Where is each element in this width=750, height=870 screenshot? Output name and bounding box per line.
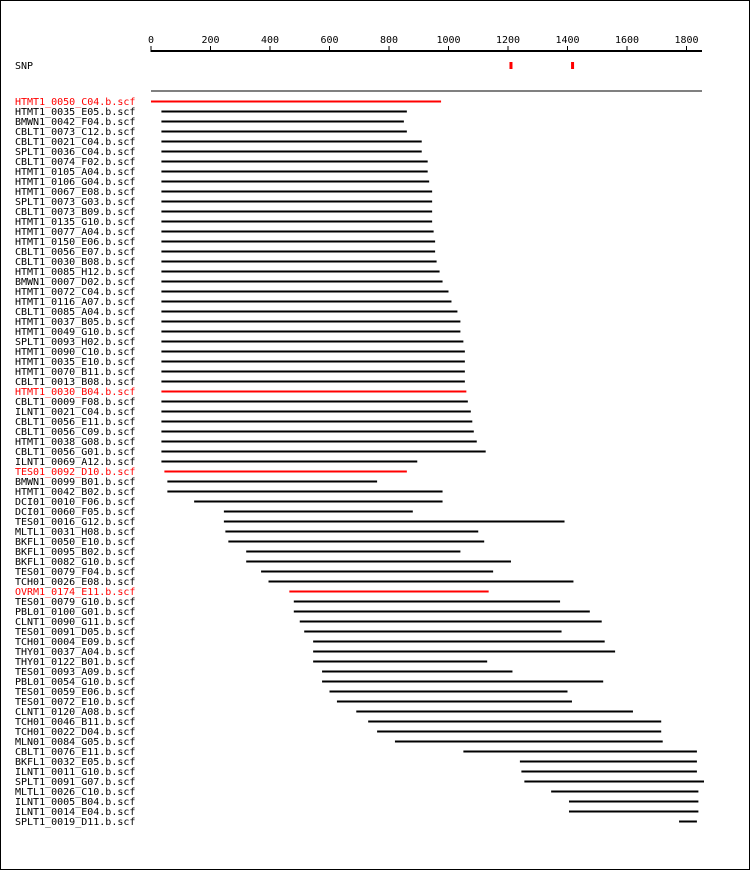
axis-tick-label: 1000 xyxy=(436,35,461,46)
read-name-label: BKFL1_0095_B02.b.scf xyxy=(15,547,136,558)
read-name-label: SPLT1_0019_D11.b.scf xyxy=(15,817,136,828)
read-name-label: HTMT1_0035_E05.b.scf xyxy=(15,107,136,118)
read-name-label: HTMT1_0135_G10.b.scf xyxy=(15,217,136,228)
read-name-label: SPLT1_0091_G07.b.scf xyxy=(15,777,136,788)
read-name-label: BKFL1_0032_E05.b.scf xyxy=(15,757,136,768)
read-name-label: HTMT1_0037_B05.b.scf xyxy=(15,317,136,328)
read-name-label: TCH01_0004_E09.b.scf xyxy=(15,637,136,648)
axis-tick-label: 1600 xyxy=(614,35,640,46)
read-name-label: HTMT1_0150_E06.b.scf xyxy=(15,237,136,248)
read-name-label: TCH01_0026_E08.b.scf xyxy=(15,577,136,588)
axis-tick-label: 800 xyxy=(379,35,399,46)
read-name-label: MLTL1_0031_H08.b.scf xyxy=(15,527,136,538)
read-name-label: ILNT1_0069_A12.b.scf xyxy=(15,457,136,468)
axis-tick-label: 1400 xyxy=(555,35,580,46)
read-name-label: TES01_0091_D05.b.scf xyxy=(15,627,136,638)
read-name-label: CBLT1_0030_B08.b.scf xyxy=(15,257,136,268)
read-name-label: CBLT1_0073_C12.b.scf xyxy=(15,127,136,138)
read-name-label: BMWN1_0042_F04.b.scf xyxy=(15,117,136,128)
axis-tick-label: 1200 xyxy=(495,35,521,46)
read-name-label: HTMT1_0067_E08.b.scf xyxy=(15,187,136,198)
read-name-label: ILNT1_0021_C04.b.scf xyxy=(15,407,136,418)
read-name-label: TES01_0079_G10.b.scf xyxy=(15,597,136,608)
read-name-label: HTMT1_0030_B04.b.scf xyxy=(15,387,136,398)
read-name-label: HTMT1_0105_A04.b.scf xyxy=(15,167,136,178)
read-name-label: CBLT1_0056_E07.b.scf xyxy=(15,247,136,258)
axis-tick-label: 200 xyxy=(201,35,220,46)
read-name-label: MLTL1_0026_C10.b.scf xyxy=(15,787,136,798)
read-name-label: CLNT1_0090_G11.b.scf xyxy=(15,617,136,628)
snp-marker xyxy=(509,62,512,69)
read-name-label: DCI01_0060_F05.b.scf xyxy=(15,507,136,518)
read-rows xyxy=(15,97,704,828)
alignment-plot xyxy=(1,1,749,869)
read-name-label: MLN01_0084_G05.b.scf xyxy=(15,737,136,748)
read-name-label: CBLT1_0085_A04.b.scf xyxy=(15,307,136,318)
read-name-label: SPLT1_0036_C04.b.scf xyxy=(15,147,136,158)
read-name-label: OVRM1_0174_E11.b.scf xyxy=(15,587,136,598)
read-name-label: CBLT1_0056_G01.b.scf xyxy=(15,447,136,458)
read-name-label: THY01_0037_A04.b.scf xyxy=(15,647,136,658)
axis-ticks xyxy=(148,35,699,52)
read-name-label: CBLT1_0076_E11.b.scf xyxy=(15,747,136,758)
read-name-label: BKFL1_0050_E10.b.scf xyxy=(15,537,136,548)
read-name-label: CBLT1_0074_F02.b.scf xyxy=(15,157,136,168)
axis-tick-label: 600 xyxy=(320,35,339,46)
read-name-label: ILNT1_0014_E04.b.scf xyxy=(15,807,136,818)
read-name-label: HTMT1_0035_E10.b.scf xyxy=(15,357,136,368)
snp-label: SNP xyxy=(15,61,34,72)
read-name-label: TES01_0079_F04.b.scf xyxy=(15,567,136,578)
read-name-label: PBL01_0054_G10.b.scf xyxy=(15,677,136,688)
read-name-label: HTMT1_0116_A07.b.scf xyxy=(15,297,136,308)
read-name-label: HTMT1_0090_C10.b.scf xyxy=(15,347,136,358)
snp-marker xyxy=(571,62,574,69)
read-name-label: THY01_0122_B01.b.scf xyxy=(15,657,136,668)
read-name-label: HTMT1_0042_B02.b.scf xyxy=(15,487,136,498)
axis-tick-label: 0 xyxy=(147,35,155,46)
read-name-label: BKFL1_0082_G10.b.scf xyxy=(15,557,136,568)
read-name-label: CBLT1_0056_C09.b.scf xyxy=(15,427,136,438)
read-name-label: HTMT1_0038_G08.b.scf xyxy=(15,437,136,448)
axis-tick-label: 1800 xyxy=(674,35,699,46)
read-name-label: HTMT1_0077_A04.b.scf xyxy=(15,227,136,238)
read-name-label: CBLT1_0013_B08.b.scf xyxy=(15,377,136,388)
read-name-label: CBLT1_0009_F08.b.scf xyxy=(15,397,136,408)
read-name-label: ILNT1_0005_B04.b.scf xyxy=(15,797,136,808)
read-name-label: HTMT1_0085_H12.b.scf xyxy=(15,267,136,278)
read-name-label: TES01_0092_D10.b.scf xyxy=(15,467,136,478)
read-name-label: BMWN1_0007_D02.b.scf xyxy=(15,277,136,288)
read-name-label: DCI01_0010_F06.b.scf xyxy=(15,497,136,508)
read-name-label: SPLT1_0093_H02.b.scf xyxy=(15,337,136,348)
read-name-label: TCH01_0046_B11.b.scf xyxy=(15,717,136,728)
read-name-label: CBLT1_0073_B09.b.scf xyxy=(15,207,136,218)
snp-markers xyxy=(509,62,574,69)
axis-tick-label: 400 xyxy=(260,35,280,46)
read-name-label: TES01_0072_E10.b.scf xyxy=(15,697,136,708)
read-name-label: HTMT1_0049_G10.b.scf xyxy=(15,327,136,338)
read-name-label: TES01_0016_G12.b.scf xyxy=(15,517,136,528)
read-name-label: PBL01_0100_G01.b.scf xyxy=(15,607,136,618)
read-name-label: HTMT1_0072_C04.b.scf xyxy=(15,287,136,298)
read-name-label: CLNT1_0120_A08.b.scf xyxy=(15,707,136,718)
read-name-label: CBLT1_0056_E11.b.scf xyxy=(15,417,136,428)
read-name-label: HTMT1_0106_G04.b.scf xyxy=(15,177,136,188)
read-name-label: SPLT1_0073_G03.b.scf xyxy=(15,197,136,208)
read-name-label: ILNT1_0011_G10.b.scf xyxy=(15,767,136,778)
read-name-label: TES01_0059_E06.b.scf xyxy=(15,687,136,698)
read-name-label: TCH01_0022_D04.b.scf xyxy=(15,727,136,738)
read-name-label: TES01_0093_A09.b.scf xyxy=(15,667,136,678)
read-name-label: BMWN1_0099_B01.b.scf xyxy=(15,477,136,488)
read-name-label: HTMT1_0070_B11.b.scf xyxy=(15,367,136,378)
read-name-label: CBLT1_0021_C04.b.scf xyxy=(15,137,136,148)
read-name-label: HTMT1_0050_C04.b.scf xyxy=(15,97,136,108)
